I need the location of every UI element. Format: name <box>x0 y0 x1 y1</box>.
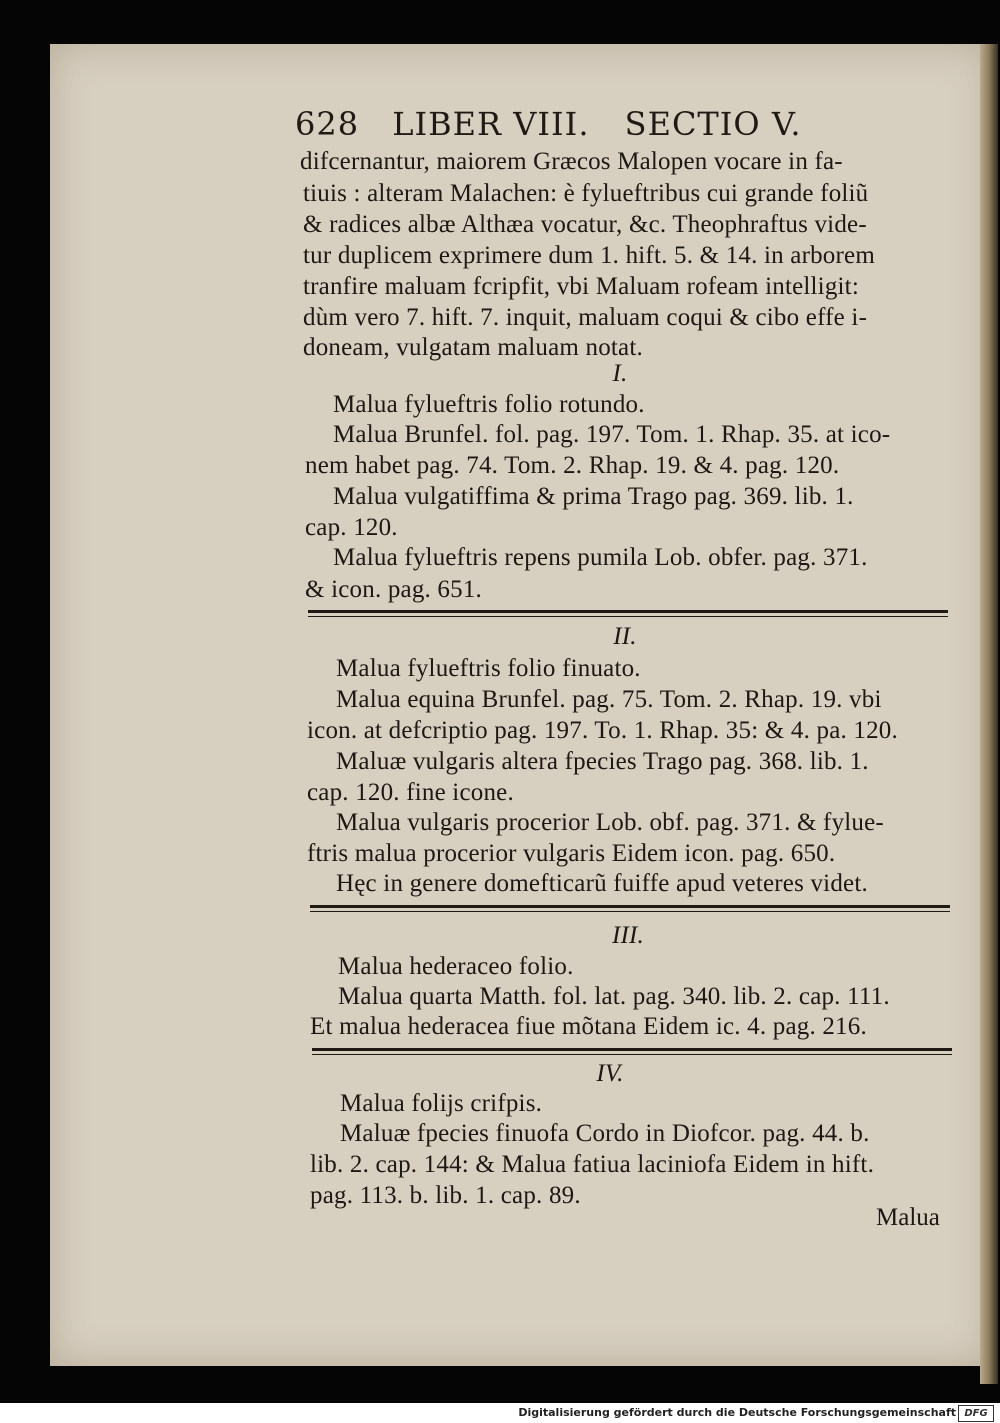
page-number: 628 <box>295 105 360 143</box>
text-line: Hęc in genere domefticarũ fuiffe apud veteres videt. <box>336 870 868 897</box>
text-line: difcernantur, maiorem Græcos Malopen vocare in fa- <box>300 148 843 175</box>
footer-bar <box>0 1403 1000 1423</box>
section-divider <box>310 905 950 908</box>
text-line: nem habet pag. 74. Tom. 2. Rhap. 19. & 4. pag. 120. <box>305 452 840 479</box>
text-line: Malua quarta Matth. fol. lat. pag. 340. lib. 2. cap. 111. <box>338 983 890 1010</box>
text-line: Malua folijs crifpis. <box>340 1090 543 1117</box>
section-divider <box>310 911 950 912</box>
text-line: tiuis : alteram Malachen: è fylueftribus cui grande foliũ <box>303 180 869 207</box>
text-line: Maluæ vulgaris altera fpecies Trago pag. 368. lib. 1. <box>336 748 869 775</box>
page-edge <box>980 44 998 1384</box>
text-line: & icon. pag. 651. <box>305 576 482 603</box>
text-line: Malua Brunfel. fol. pag. 197. Tom. 1. Rhap. 35. at ico- <box>333 421 891 448</box>
text-line: cap. 120. fine icone. <box>307 779 514 806</box>
text-line: tur duplicem exprimere dum 1. hift. 5. & 14. in arborem <box>303 242 875 269</box>
text-line: Malua fylueftris repens pumila Lob. obfer. pag. 371. <box>333 544 868 571</box>
text-line: dùm vero 7. hift. 7. inquit, maluam coqui & cibo effe i- <box>303 304 868 331</box>
section-numeral: III. <box>611 922 645 949</box>
text-line: Malua fylueftris folio rotundo. <box>333 391 645 418</box>
text-line: ftris malua procerior vulgaris Eidem icon. pag. 650. <box>307 840 836 867</box>
text-line: pag. 113. b. lib. 1. cap. 89. <box>310 1182 581 1209</box>
running-header <box>295 105 875 149</box>
section-divider <box>312 1054 952 1055</box>
catchword: Malua <box>876 1204 940 1231</box>
section-numeral: II. <box>613 623 637 650</box>
text-line: doneam, vulgatam maluam notat. <box>303 334 643 361</box>
header-sectio: SECTIO V. <box>624 105 802 143</box>
text-line: icon. at defcriptio pag. 197. To. 1. Rhap. 35: & 4. pa. 120. <box>307 717 898 744</box>
section-numeral: I. <box>612 360 628 387</box>
section-divider <box>308 616 948 617</box>
dfg-logo-icon: DFG <box>958 1405 994 1422</box>
text-line: cap. 120. <box>305 514 398 541</box>
text-line: Et malua hederacea fiue mõtana Eidem ic. 4. pag. 216. <box>310 1013 867 1040</box>
text-line: & radices albæ Althæa vocatur, &c. Theophraftus vide- <box>303 211 867 238</box>
text-line: Malua equina Brunfel. pag. 75. Tom. 2. Rhap. 19. vbi <box>336 686 882 713</box>
text-line: tranfire maluam fcripfit, vbi Maluam rofeam intelligit: <box>303 273 859 300</box>
text-line: Malua fylueftris folio finuato. <box>336 655 641 682</box>
text-line: lib. 2. cap. 144: & Malua fatiua laciniofa Eidem in hift. <box>310 1151 875 1178</box>
text-line: Malua hederaceo folio. <box>338 953 574 980</box>
text-line: Malua vulgatiffima & prima Trago pag. 369. lib. 1. <box>333 483 854 510</box>
section-numeral: IV. <box>596 1060 624 1087</box>
section-divider <box>312 1048 952 1051</box>
section-divider <box>308 610 948 613</box>
footer-credit: Digitalisierung gefördert durch die Deutsche Forschungsgemeinschaft <box>518 1406 956 1419</box>
header-liber: LIBER VIII. <box>392 105 590 143</box>
text-line: Malua vulgaris procerior Lob. obf. pag. 371. & fylue- <box>336 809 884 836</box>
text-line: Maluæ fpecies finuofa Cordo in Diofcor. pag. 44. b. <box>340 1120 870 1147</box>
